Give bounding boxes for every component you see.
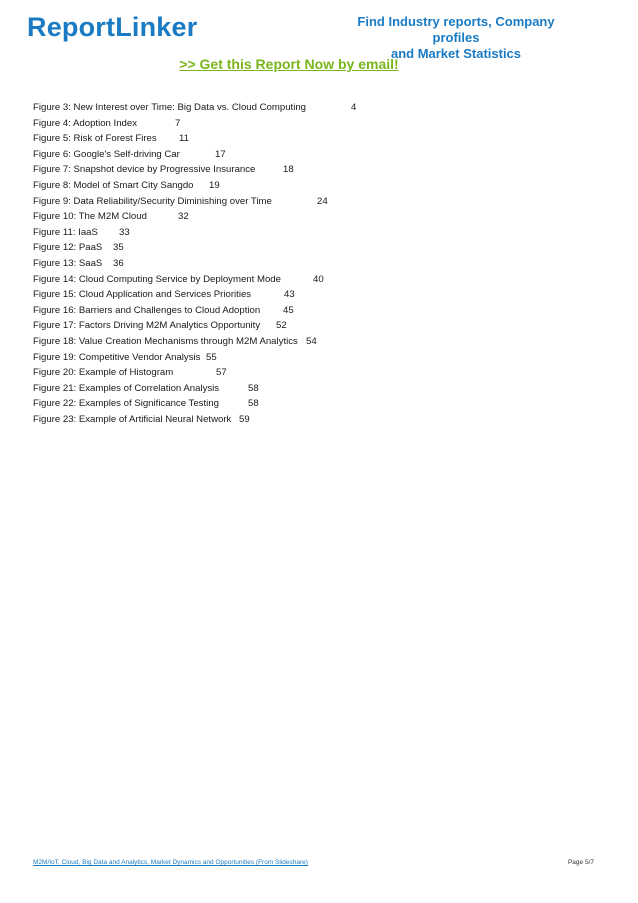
- figure-title: Figure 3: New Interest over Time: Big Data vs. Cloud Computing: [33, 102, 307, 113]
- figure-title: Figure 17: Factors Driving M2M Analytics Opportunity: [33, 320, 261, 332]
- figure-page-number: 36: [113, 257, 124, 269]
- figure-page-number: 35: [113, 242, 124, 254]
- figure-title: Figure 19: Competitive Vendor Analysis: [33, 351, 201, 363]
- figure-list: [33, 100, 593, 427]
- figure-page-number: 24: [317, 195, 328, 207]
- figure-list-item[interactable]: [33, 178, 593, 194]
- figure-page-number: 17: [215, 148, 226, 160]
- figure-page-number: 45: [283, 304, 294, 316]
- figure-list-item[interactable]: [33, 147, 593, 163]
- figure-page-number: 55: [206, 351, 217, 363]
- figure-title: Figure 16: Barriers and Challenges to Cloud Adoption: [33, 304, 261, 316]
- figure-list-item[interactable]: [33, 381, 593, 397]
- footer-page-number: Page 5/7: [567, 859, 594, 866]
- get-report-link[interactable]: >> Get this Report Now by email!: [179, 56, 399, 72]
- figure-page-number: 40: [313, 273, 324, 285]
- figure-page-number: 58: [248, 398, 259, 410]
- figure-title: Figure 6: Google's Self-driving Car: [33, 148, 180, 160]
- figure-list-item[interactable]: [33, 162, 593, 178]
- footer-source-link[interactable]: M2M/IoT, Cloud, Big Data and Analytics, Market Dynamics and Opportunities (From Slideshare): [33, 859, 308, 866]
- figure-page-number: 11: [179, 133, 189, 145]
- figure-list-item[interactable]: [33, 240, 593, 256]
- figure-title: Figure 20: Example of Histogram: [33, 367, 174, 379]
- figure-title: Figure 5: Risk of Forest Fires: [33, 133, 157, 145]
- figure-page-number: 52: [276, 320, 287, 332]
- figure-title: Figure 18: Value Creation Mechanisms through M2M Analytics: [33, 335, 298, 347]
- figure-page-number: 43: [284, 289, 295, 301]
- figure-page-number: 32: [178, 211, 189, 223]
- tagline-line-2: and Market Statistics: [390, 46, 522, 61]
- figure-list-item[interactable]: [33, 350, 593, 366]
- figure-list-item[interactable]: [33, 272, 593, 288]
- header-tagline: [336, 14, 576, 62]
- figure-page-number: 54: [306, 335, 317, 347]
- figure-page-number: 59: [239, 413, 250, 425]
- figure-list-item[interactable]: [33, 256, 593, 272]
- figure-title: Figure 15: Cloud Application and Services Priorities: [33, 289, 252, 301]
- figure-list-item[interactable]: [33, 365, 593, 381]
- figure-title: Figure 11: IaaS: [33, 226, 98, 238]
- figure-title: Figure 10: The M2M Cloud: [33, 211, 147, 223]
- figure-page-number: 33: [119, 226, 130, 238]
- figure-list-item[interactable]: [33, 318, 593, 334]
- figure-list-item[interactable]: [33, 194, 593, 210]
- brand-logo[interactable]: ReportLinker: [27, 12, 198, 42]
- figure-list-item[interactable]: [33, 225, 593, 241]
- figure-list-item[interactable]: [33, 116, 593, 132]
- figure-list-item[interactable]: [33, 287, 593, 303]
- tagline-line-1: Find Industry reports, Company profiles: [357, 14, 555, 45]
- figure-title: Figure 21: Examples of Correlation Analysis: [33, 382, 220, 394]
- figure-page-number: 7: [175, 117, 181, 129]
- figure-page-number: 57: [216, 367, 227, 379]
- figure-title: Figure 9: Data Reliability/Security Diminishing over Time: [33, 195, 272, 207]
- figure-title: Figure 22: Examples of Significance Testing: [33, 398, 219, 410]
- figure-page-number: 18: [283, 164, 294, 176]
- figure-page-number: 4: [351, 102, 357, 113]
- figure-title: Figure 4: Adoption Index: [33, 117, 138, 129]
- figure-list-item[interactable]: [33, 303, 593, 319]
- figure-list-item[interactable]: [33, 100, 593, 116]
- figure-list-item[interactable]: [33, 412, 593, 428]
- figure-title: Figure 7: Snapshot device by Progressive Insurance: [33, 164, 256, 176]
- figure-title: Figure 8: Model of Smart City Sangdo: [33, 179, 194, 191]
- figure-list-item[interactable]: [33, 209, 593, 225]
- figure-list-item[interactable]: [33, 131, 593, 147]
- figure-page-number: 58: [248, 382, 259, 394]
- figure-title: Figure 23: Example of Artificial Neural Network: [33, 413, 232, 425]
- figure-list-item[interactable]: [33, 396, 593, 412]
- figure-page-number: 19: [209, 179, 220, 191]
- figure-title: Figure 12: PaaS: [33, 242, 103, 254]
- figure-title: Figure 13: SaaS: [33, 257, 103, 269]
- figure-list-item[interactable]: [33, 334, 593, 350]
- figure-title: Figure 14: Cloud Computing Service by Deployment Mode: [33, 273, 281, 285]
